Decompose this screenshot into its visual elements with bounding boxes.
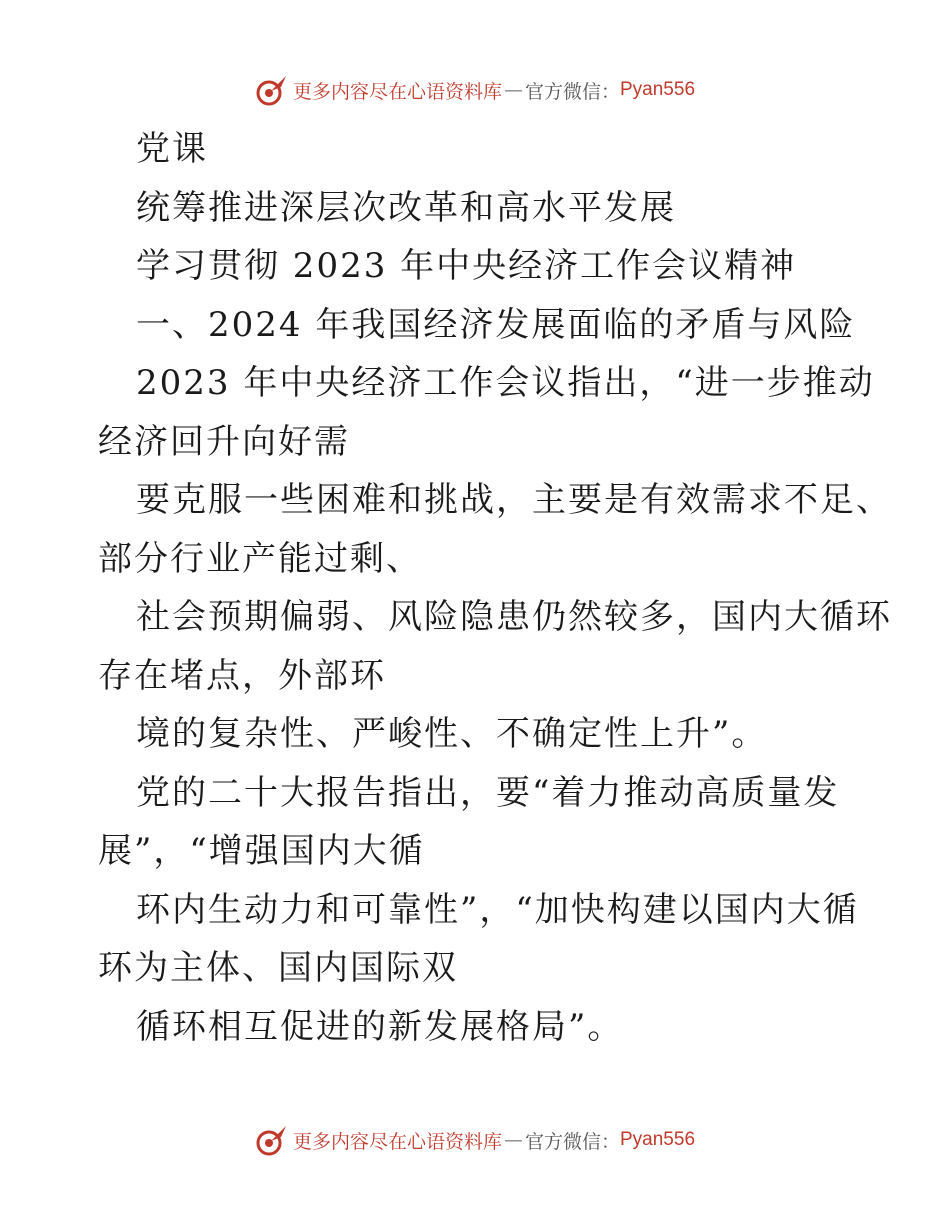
banner-site-text: 更多内容尽在心语资料库 (292, 80, 502, 103)
banner-account: Pyan556 (620, 79, 696, 100)
banner-account: Pyan556 (620, 1129, 696, 1150)
footer-watermark (0, 1120, 950, 1160)
text-line: 一、2024 年我国经济发展面临的矛盾与风险 (136, 304, 856, 345)
document-body (98, 120, 892, 1056)
text-line: 存在堵点，外部环 (98, 655, 386, 696)
text-line: 境的复杂性、严峻性、不确定性上升”。 (136, 714, 768, 754)
text-line: 环内生动力和可靠性”，“加快构建以国内大循 (136, 889, 859, 930)
quill-logo-icon (255, 73, 289, 107)
banner-site-text: 更多内容尽在心语资料库 (292, 1130, 502, 1153)
banner-dash: — (503, 79, 523, 101)
header-watermark (0, 70, 950, 110)
banner-wechat-label: 官方微信： (524, 1130, 620, 1153)
text-line: 展”，“增强国内大循 (98, 831, 425, 871)
text-line: 党的二十大报告指出，要“着力推动高质量发 (136, 772, 840, 813)
text-line: 部分行业产能过剩、 (98, 538, 422, 579)
text-line: 学习贯彻 2023 年中央经济工作会议精神 (136, 246, 797, 286)
banner-wechat-label: 官方微信： (524, 80, 620, 103)
text-line: 党课 (136, 129, 208, 169)
text-line: 2023 年中央经济工作会议指出，“进一步推动 (136, 363, 875, 403)
text-line: 社会预期偏弱、风险隐患仍然较多，国内大循环 (136, 597, 892, 637)
text-line: 统筹推进深层次改革和高水平发展 (136, 187, 676, 228)
text-line: 经济回升向好需 (98, 421, 350, 462)
quill-logo-icon (255, 1123, 289, 1157)
banner-dash: — (503, 1129, 523, 1151)
text-line: 环为主体、国内国际双 (98, 948, 458, 988)
text-line: 循环相互促进的新发展格局”。 (136, 1006, 624, 1047)
text-line: 要克服一些困难和挑战，主要是有效需求不足、 (136, 480, 892, 520)
